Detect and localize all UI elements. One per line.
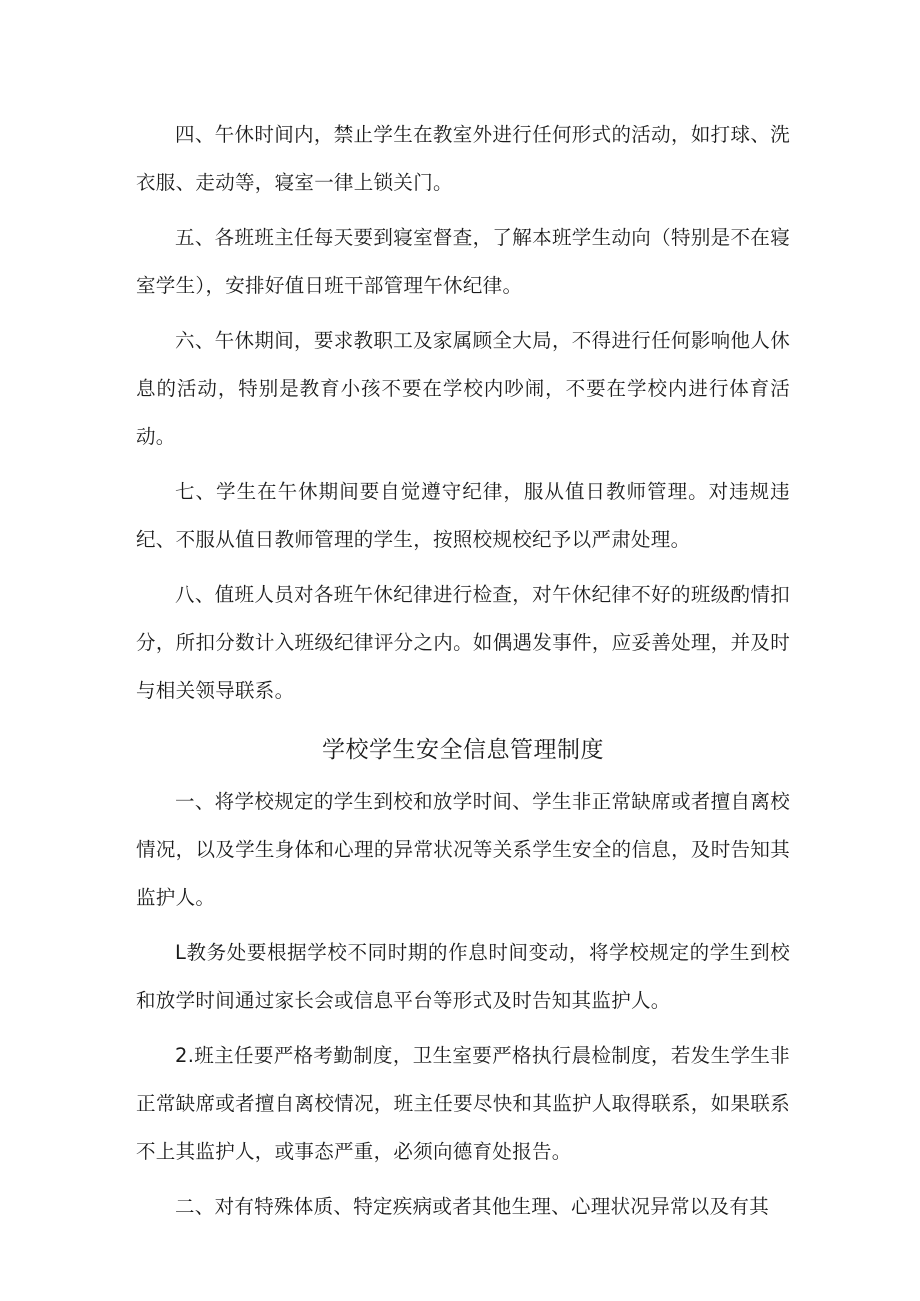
rule-paragraph-6: 六、午休期间，要求教职工及家属顾全大局，不得进行任何影响他人休息的活动，特别是教育小孩不要在学校内吵闹，不要在学校内进行体育活动。: [136, 329, 790, 448]
rule-paragraph-4: 四、午休时间内，禁止学生在教室外进行任何形式的活动，如打球、洗衣服、走动等，寝室一律上锁关门。: [136, 123, 790, 194]
policy-paragraph-2: 二、对有特殊体质、特定疾病或者其他生理、心理状况异常以及有其: [175, 1195, 770, 1218]
rule-paragraph-7: 七、学生在午休期间要自觉遵守纪律，服从值日教师管理。对违规违纪、不服从值日教师管理的学生，按照校规校纪予以严肃处理。: [136, 480, 790, 551]
rule-paragraph-8: 八、值班人员对各班午休纪律进行检查，对午休纪律不好的班级酌情扣分，所扣分数计入班级纪律评分之内。如偶遇发事件，应妥善处理，并及时与相关领导联系。: [136, 583, 790, 702]
document-page: [136, 111, 790, 1238]
rule-paragraph-5: 五、各班班主任每天要到寝室督查，了解本班学生动向（特别是不在寝室学生），安排好值日班干部管理午休纪律。: [136, 226, 790, 297]
policy-item-2: 2.班主任要严格考勤制度，卫生室要严格执行晨检制度，若发生学生非正常缺席或者擅自离校情况，班主任要尽快和其监护人取得联系，如果联系不上其监护人，或事态严重，必须向德育处报告。: [136, 1044, 790, 1163]
policy-item-1: L教务处要根据学校不同时期的作息时间变动，将学校规定的学生到校和放学时间通过家长会或信息平台等形式及时告知其监护人。: [136, 941, 790, 1012]
section-title: 学校学生安全信息管理制度: [322, 737, 604, 763]
policy-paragraph-1: 一、将学校规定的学生到校和放学时间、学生非正常缺席或者擅自离校情况，以及学生身体和心理的异常状况等关系学生安全的信息，及时告知其监护人。: [136, 790, 790, 909]
